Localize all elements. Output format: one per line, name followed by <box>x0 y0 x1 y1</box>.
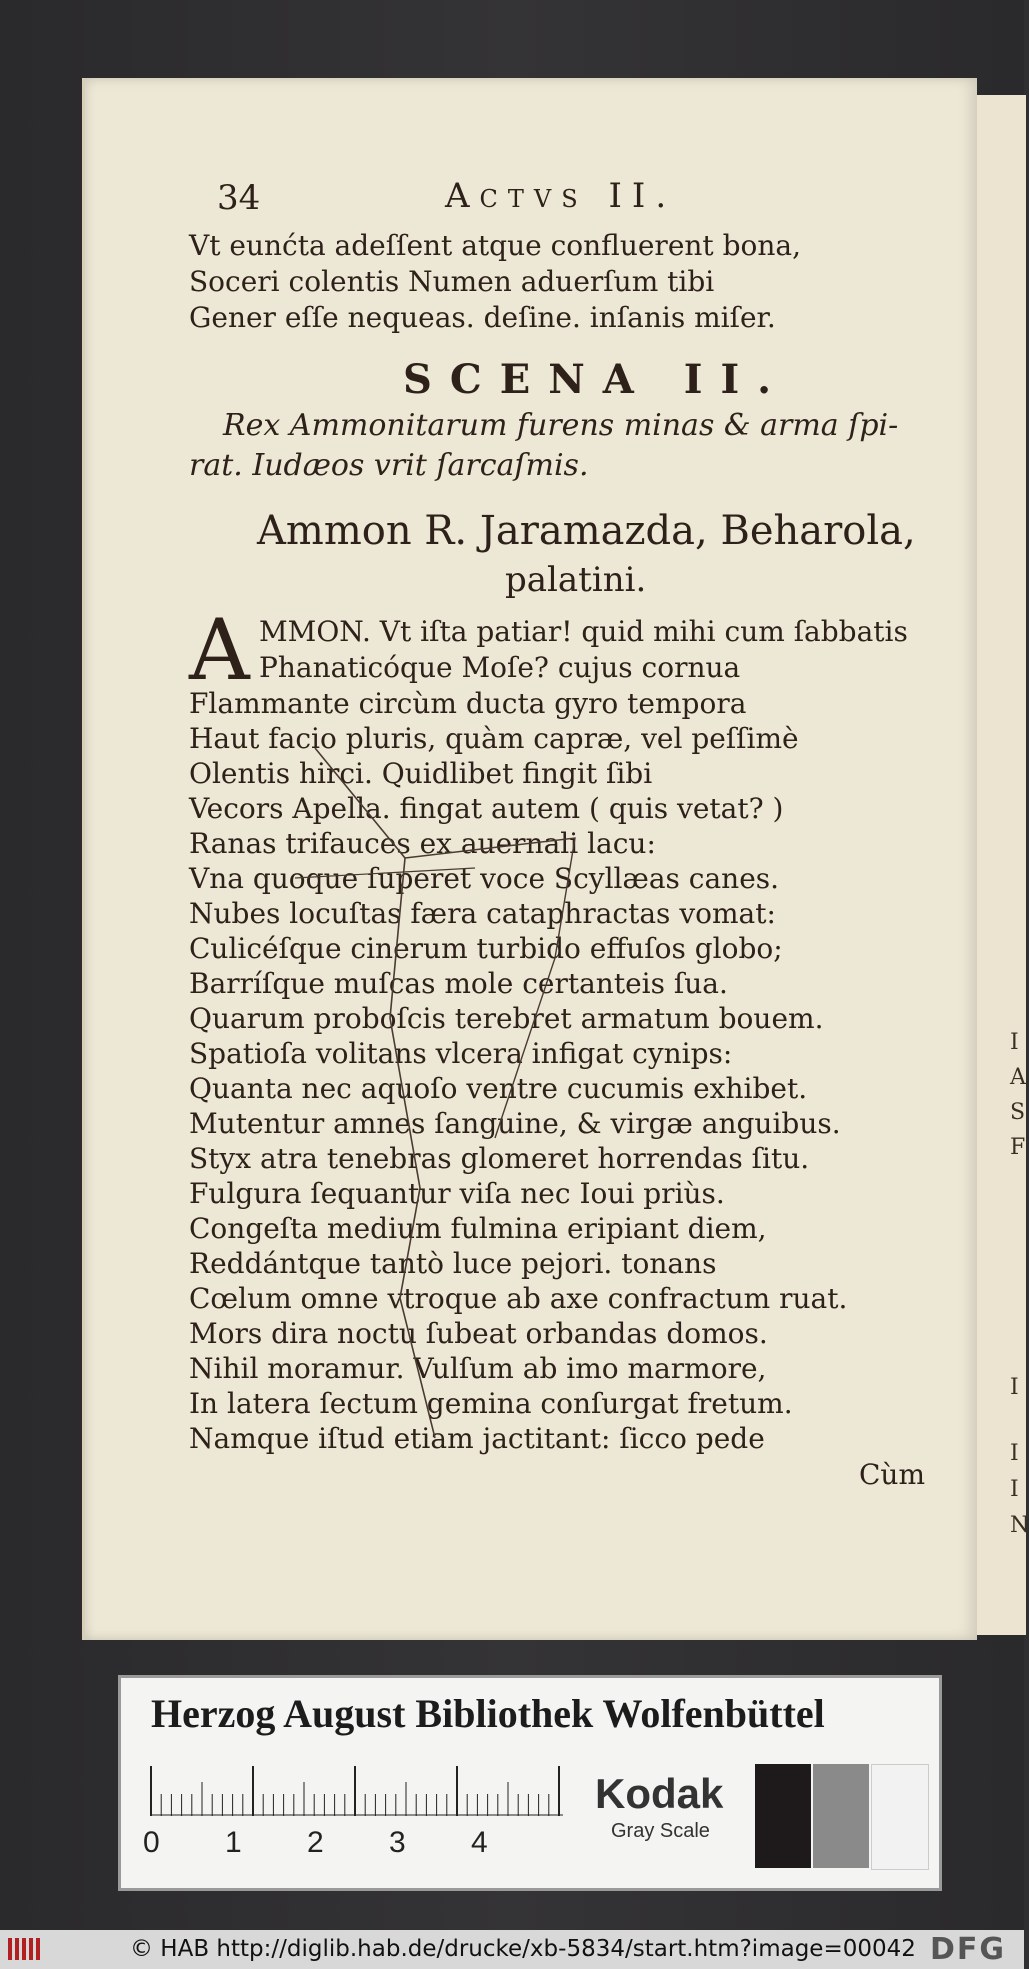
verse-line: Barríſque muſcas mole certanteis ſua. <box>189 967 728 1000</box>
catchword: Cùm <box>859 1458 926 1491</box>
margin-fragment: N <box>1010 1513 1029 1538</box>
ruler-label: 0 <box>143 1826 160 1859</box>
verse-line: Quanta nec aquoſo ventre cucumis exhibet. <box>189 1072 808 1105</box>
ruler-label: 4 <box>471 1826 488 1859</box>
dfg-logo: DFG <box>930 1932 1007 1967</box>
ruler-label: 2 <box>307 1826 324 1859</box>
margin-fragment: A <box>1010 1065 1026 1090</box>
verse-line: In latera ſectum gemina conſurgat fretum. <box>189 1387 793 1420</box>
ruler-scale <box>151 1766 563 1816</box>
drop-cap: A <box>189 601 250 699</box>
verse-line: Nubes locuſtas færa cataphractas vomat: <box>189 897 776 930</box>
verse-line: Fulgura ſequantur viſa nec Ioui priùs. <box>189 1177 725 1210</box>
verse-line: Namque iſtud etiam jactitant: ſicco pede <box>189 1422 765 1455</box>
text-line: Vt eunćta adeſſent atque confluerent bona, <box>189 229 801 262</box>
margin-fragment: F <box>1010 1135 1026 1160</box>
text-line: Gener eſſe nequeas. deſine. inſanis miſer. <box>189 301 776 334</box>
verse-line: Congeſta medium fulmina eripiant diem, <box>189 1212 767 1245</box>
gray-scale-label: Gray Scale <box>611 1820 710 1842</box>
source-url[interactable]: © HAB http://diglib.hab.de/drucke/xb-5834/start.htm?image=00042 <box>130 1936 916 1962</box>
library-name: Herzog August Bibliothek Wolfenbüttel <box>151 1691 825 1736</box>
margin-fragment: I <box>1010 1441 1019 1466</box>
verse-line: Spatioſa volitans vlcera infigat cynips: <box>189 1037 733 1070</box>
margin-fragment: S <box>1010 1100 1026 1125</box>
verse-line: Vna quoque ſuperet voce Scyllæas canes. <box>189 862 780 895</box>
footer-bar <box>0 1930 1024 1969</box>
verse-line: Olentis hirci. Quidlibet fingit ſibi <box>189 757 653 790</box>
running-title: Actvs II. <box>445 176 677 216</box>
dramatis-personae: palatini. <box>505 560 647 600</box>
book-page <box>82 78 977 1640</box>
verse-line: Culicéſque cinerum turbido effuſos globo; <box>189 932 783 965</box>
verse-line: Flammante circùm ducta gyro tempora <box>189 687 747 720</box>
verse-line: Haut facio pluris, quàm capræ, vel peſſimè <box>189 722 799 755</box>
verse-line: Reddántque tantò luce pejori. tonans <box>189 1247 717 1280</box>
verse-line: MMON. Vt iſta patiar! quid mihi cum ſabbatis <box>259 615 908 648</box>
swatch-dark <box>755 1764 811 1868</box>
verse-line: Mutentur amnes ſanguine, & virgæ anguibus. <box>189 1107 841 1140</box>
ruler-label: 3 <box>389 1826 406 1859</box>
verse-line: Mors dira noctu ſubeat orbandas domos. <box>189 1317 768 1350</box>
dramatis-personae: Ammon R. Jaramazda, Beharola, <box>257 508 916 554</box>
text-line: Soceri colentis Numen aduerſum tibi <box>189 265 715 298</box>
verse-line: Quarum proboſcis terebret armatum bouem. <box>189 1002 824 1035</box>
ruler-label: 1 <box>225 1826 242 1859</box>
kodak-logo: Kodak <box>595 1770 724 1817</box>
margin-fragment: I <box>1010 1030 1019 1055</box>
verse-line: Vecors Apella. fingat autem ( quis vetat? ) <box>189 792 784 825</box>
margin-fragment: I <box>1010 1477 1019 1502</box>
scene-heading: SCENA II. <box>403 356 790 403</box>
verse-line: Ranas trifauces ex auernali lacu: <box>189 827 656 860</box>
verse-line: Phanaticóque Moſe? cujus cornua <box>259 651 741 684</box>
swatch-mid <box>813 1764 869 1868</box>
verse-line: Cœlum omne vtroque ab axe confractum ruat. <box>189 1282 848 1315</box>
color-calibration-card <box>118 1675 942 1891</box>
verse-line: Styx atra tenebras glomeret horrendas ſitu. <box>189 1142 810 1175</box>
hab-logo-icon <box>6 1936 46 1962</box>
scene-argument: rat. Iudæos vrit ſarcaſmis. <box>189 448 589 483</box>
scene-argument: Rex Ammonitarum furens minas & arma ſpi- <box>223 408 899 443</box>
page-number: 34 <box>217 178 261 218</box>
swatch-light <box>871 1764 929 1870</box>
margin-fragment: I <box>1010 1375 1019 1400</box>
verse-line: Nihil moramur. Vulſum ab imo marmore, <box>189 1352 767 1385</box>
